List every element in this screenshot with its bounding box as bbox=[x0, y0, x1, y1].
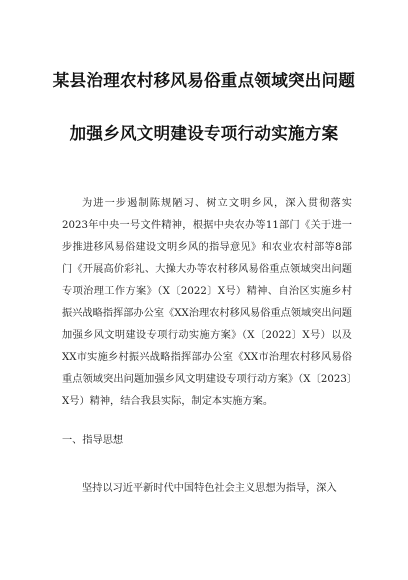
guiding-ideology-paragraph: 坚持以习近平新时代中国特色社会主义思想为指导，深入 bbox=[82, 483, 337, 494]
document-title-line-2: 加强乡风文明建设专项行动实施方案 bbox=[69, 124, 339, 143]
document-title-line-1: 某县治理农村移风易俗重点领域突出问题 bbox=[52, 71, 356, 90]
intro-paragraph: 为进一步遏制陈规陋习、树立文明乡风，深入贯彻落实2023年中央一号文件精神，根据中央农办等11部门《关于进一步推进移风易俗建设文明乡风的指导意见》和农业农村部等8部门《开展高价彩礼、大操大办等农村移风易俗重点领域突出问题专项治理工作方案》（X〔2022〕X号）精神、自治区实施乡村振兴战略指挥部办公室《XX治理农村移风易俗重点领域突出问题加强乡风文明建设专项行动实施方案》（X〔2022〕X号）以及XX市实施乡村振兴战略指挥部办公室《XX市治理农村移风易俗重点领域突出问题加强乡风文明建设专项行动方案》（X〔2023〕X号）精神，结合我县实际，制定本实施方案。 bbox=[62, 198, 352, 407]
section-heading-guiding-ideology: 一、指导思想 bbox=[62, 435, 124, 446]
